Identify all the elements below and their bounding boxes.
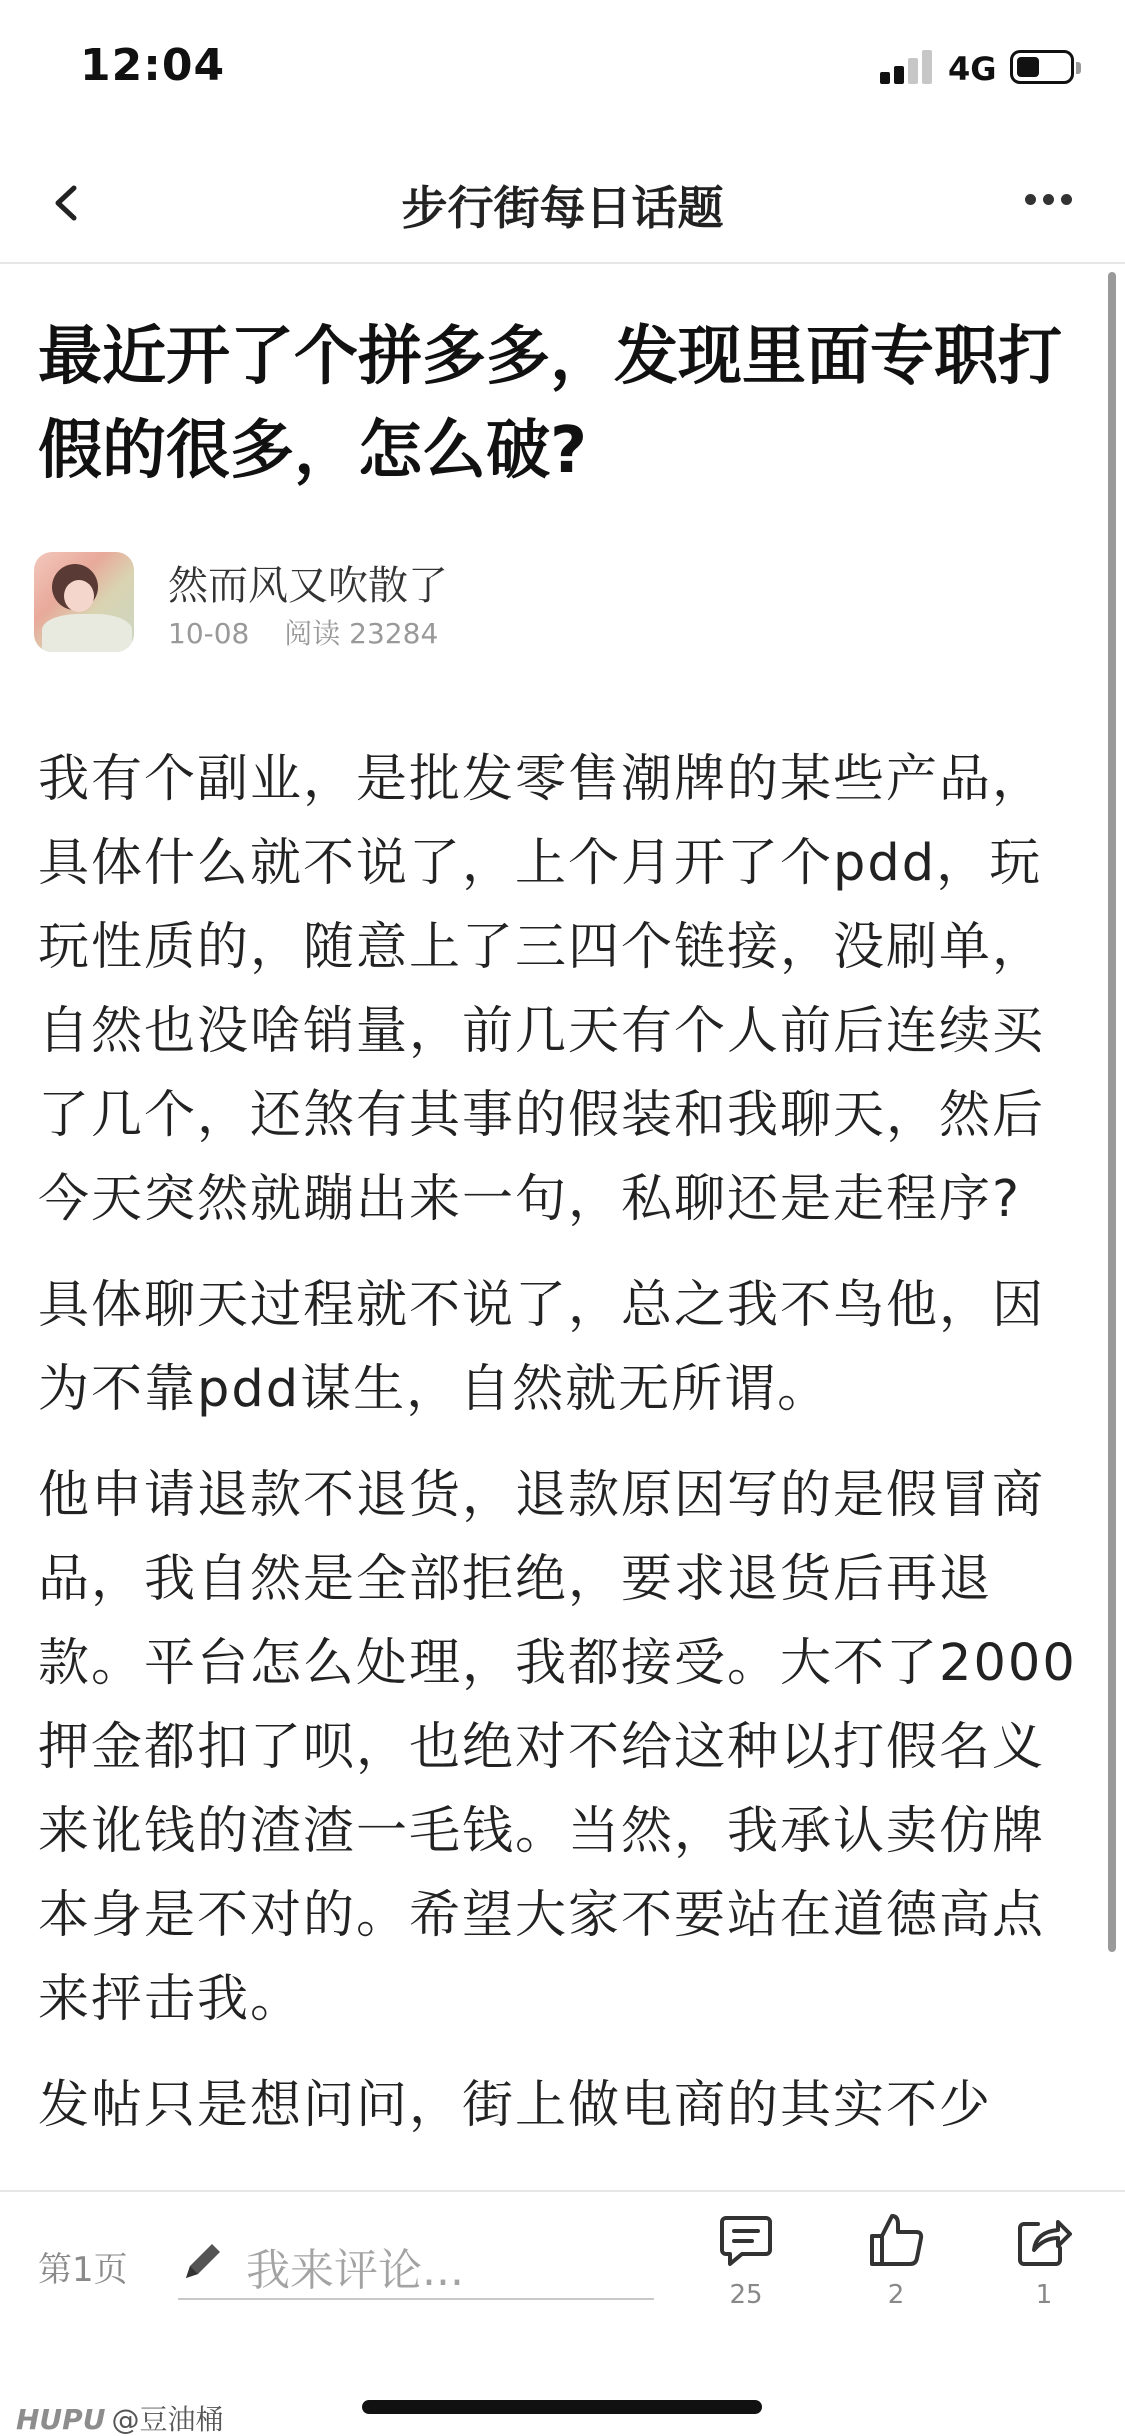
- comment-count: 25: [729, 2280, 763, 2310]
- home-indicator[interactable]: [362, 2400, 762, 2414]
- share-count: 1: [1035, 2280, 1053, 2310]
- post-paragraph: 发帖只是想问问，街上做电商的其实不少: [38, 2076, 993, 2135]
- share-icon: [1014, 2210, 1074, 2270]
- post-paragraph: 我有个副业，是批发零售潮牌的某些产品，具体什么就不说了，上个月开了个pdd，玩玩性质的，随意上了三四个链接，没刷单，自然也没啥销量，前几天有个人前后连续买了几个，还煞有其事的假装和我聊天，然后今天突然就蹦出来一句，私聊还是走程序?: [38, 750, 1046, 1229]
- status-time: 12:04: [80, 40, 226, 91]
- comment-icon: [716, 2210, 776, 2270]
- signal-strength-icon: [880, 48, 936, 84]
- post-content[interactable]: [0, 266, 1125, 2190]
- post-paragraph: 具体聊天过程就不说了，总之我不鸟他，因为不靠pdd谋生，自然就无所谓。: [38, 1276, 1046, 1419]
- status-bar: [0, 0, 1125, 140]
- bottom-action-bar: [0, 2190, 1125, 2360]
- post-body: [38, 738, 1088, 2170]
- comment-button[interactable]: [696, 2210, 796, 2310]
- share-button[interactable]: [994, 2210, 1094, 2310]
- thumbs-up-icon: [866, 2210, 926, 2270]
- post-title: 最近开了个拼多多，发现里面专职打假的很多，怎么破?: [38, 320, 1062, 488]
- comment-placeholder: 我来评论...: [246, 2245, 464, 2296]
- like-count: 2: [887, 2280, 905, 2310]
- battery-icon: [1010, 50, 1074, 84]
- post-read-count: 阅读 23284: [284, 617, 439, 650]
- page-title: 步行街每日话题: [401, 181, 724, 235]
- watermark-brand: HUPU: [16, 2403, 106, 2436]
- comment-input[interactable]: [178, 2224, 654, 2300]
- pencil-icon: [178, 2236, 228, 2286]
- more-horizontal-icon[interactable]: [1025, 194, 1073, 208]
- nav-bar: [0, 140, 1125, 264]
- scrollbar[interactable]: [1108, 272, 1116, 1952]
- like-button[interactable]: [846, 2210, 946, 2310]
- author-avatar[interactable]: [34, 552, 134, 652]
- post-date: 10-08: [168, 617, 250, 650]
- network-type: 4G: [948, 50, 997, 88]
- page-indicator[interactable]: 第1页: [38, 2250, 128, 2290]
- watermark-user: @豆油桶: [111, 2403, 224, 2436]
- post-paragraph: 他申请退款不退货，退款原因写的是假冒商品，我自然是全部拒绝，要求退货后再退款。平台怎么处理，我都接受。大不了2000押金都扣了呗，也绝对不给这种以打假名义来讹钱的渣渣一毛钱。当然，我承认卖仿牌本身是不对的。希望大家不要站在道德高点来抨击我。: [38, 1466, 1077, 2029]
- author-name[interactable]: 然而风又吹散了: [168, 563, 448, 609]
- post-meta: [168, 612, 464, 652]
- watermark: [16, 2398, 223, 2436]
